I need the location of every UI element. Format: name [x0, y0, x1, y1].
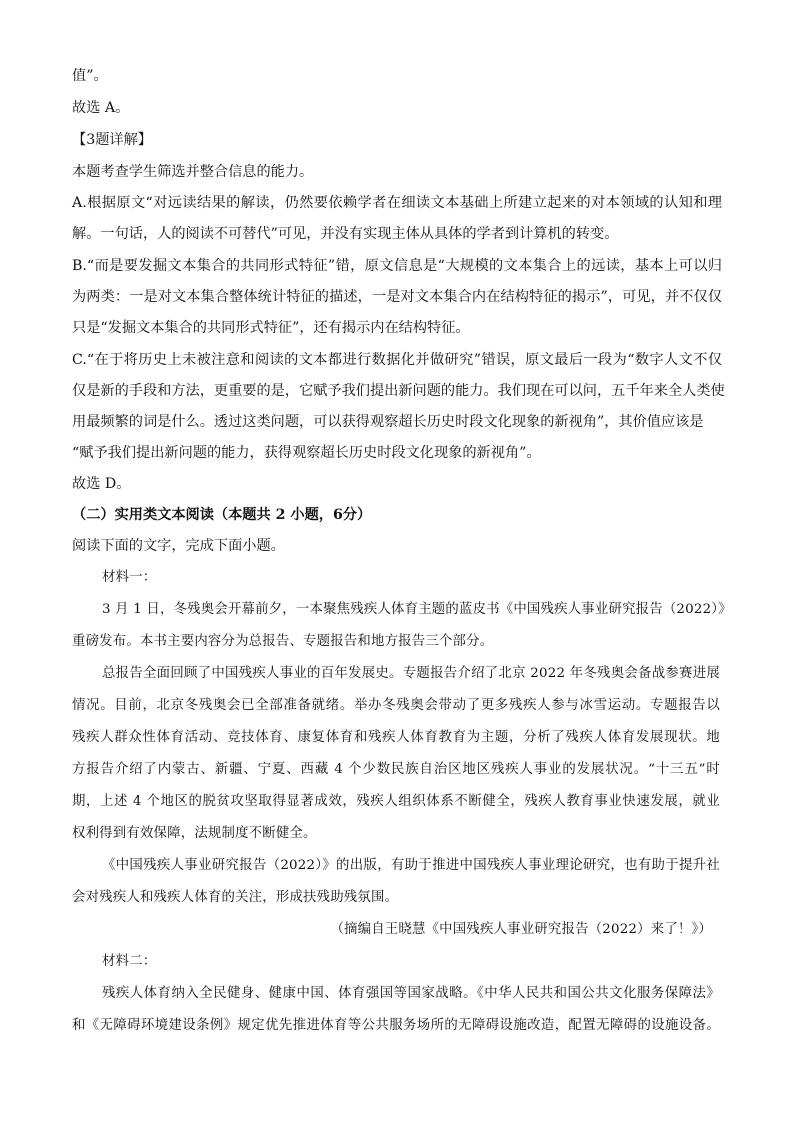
text-line: 仅是新的手段和方法，更重要的是，它赋予我们提出新问题的能力。我们现在可以问，五千年来全人类使	[72, 383, 725, 399]
source-citation: （摘编自王晓慧《中国残疾人事业研究报告（2022）来了！》）	[330, 922, 712, 937]
material-line: 和《无障碍环境建设条例》规定优先推进体育等公共服务场所的无障碍设施改造，配置无障碍的设施设备。	[72, 1018, 720, 1033]
material-line: 残疾人群众性体育活动、竞技体育、康复体育和残疾人体育教育为主题，分析了残疾人体育发展现状。地	[72, 730, 720, 745]
section-title: （二）实用类文本阅读（本题共 2 小题，6分）	[72, 507, 372, 523]
text-line: 故选 D。	[72, 476, 131, 492]
material-line: 期，上述 4 个地区的脱贫攻坚取得显著成效，残疾人组织体系不断健全，残疾人教育事业快速发展，就业	[72, 794, 720, 809]
material-line: 会对残疾人和残疾人体育的关注，形成扶残助残氛围。	[72, 890, 399, 905]
material-line: 权利得到有效保障，法规制度不断健全。	[72, 826, 317, 841]
section-heading: 【3题详解】	[72, 132, 152, 148]
material-line: 重磅发布。本书主要内容分为总报告、专题报告和地方报告三个部分。	[72, 634, 494, 649]
text-line: B.“而是要发掘文本集合的共同形式特征”错，原文信息是“大规模的文本集合上的远读，基本上可以归	[72, 258, 722, 274]
instruction-line: 阅读下面的文字，完成下面小题。	[72, 538, 285, 554]
material-line: 《中国残疾人事业研究报告（2022）》的出版，有助于推进中国残疾人事业理论研究，也有助于提升社	[102, 858, 720, 873]
text-line: “赋予我们提出新问题的能力，获得观察超长历史时段文化现象的新视角”。	[72, 445, 541, 461]
text-line: 只是“发掘文本集合的共同形式特征”，还有揭示内在结构特征。	[72, 320, 470, 336]
material-label: 材料一：	[102, 570, 157, 585]
material-line: 总报告全面回顾了中国残疾人事业的百年发展史。专题报告介绍了北京 2022 年冬残奥会备战参赛进展	[102, 666, 720, 681]
material-label: 材料二：	[102, 954, 157, 969]
text-line: A.根据原文“对远读结果的解读，仍然要依赖学者在细读文本基础上所建立起来的对本领域的认知和理	[72, 195, 722, 211]
material-line: 方报告介绍了内蒙古、新疆、宁夏、西藏 4 个少数民族自治区地区残疾人事业的发展状况。“十三五”时	[72, 762, 720, 777]
material-line: 3 月 1 日，冬残奥会开幕前夕，一本聚焦残疾人体育主题的蓝皮书《中国残疾人事业研究报告（2022）》	[102, 602, 732, 617]
material-line: 残疾人体育纳入全民健身、健康中国、体育强国等国家战略。《中华人民共和国公共文化服务保障法》	[102, 986, 720, 1001]
text-line: 值”。	[72, 68, 108, 84]
text-line: 用最频繁的词是什么。透过这类问题，可以获得观察超长历史时段文化现象的新视角”，其价值应该是	[72, 414, 704, 430]
text-line: 解。一句话，人的阅读不可替代”可见，并没有实现主体从具体的学者到计算机的转变。	[72, 226, 619, 242]
text-line: 故选 A。	[72, 100, 130, 116]
text-line: 为两类：一是对文本集合整体统计特征的描述，一是对文本集合内在结构特征的揭示”，可见，并不仅仅	[72, 289, 722, 305]
material-line: 情况。目前，北京冬残奥会已全部准备就绪。举办冬残奥会带动了更多残疾人参与冰雪运动。专题报告以	[72, 698, 720, 713]
text-line: 本题考查学生筛选并整合信息的能力。	[72, 164, 314, 180]
text-line: C.“在于将历史上未被注意和阅读的文本都进行数据化并做研究”错误，原文最后一段为“数字人文不仅	[72, 352, 722, 368]
